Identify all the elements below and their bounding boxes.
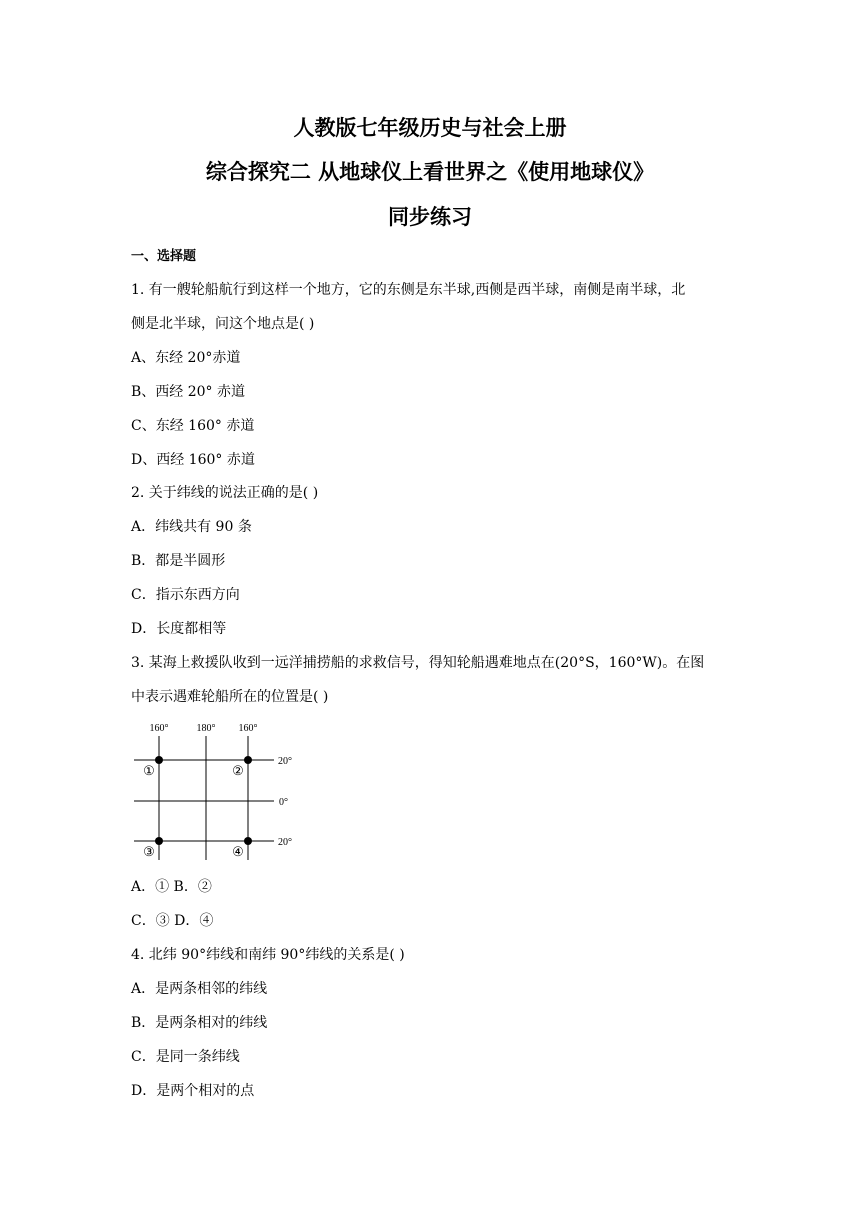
point-2-label: ② — [232, 763, 244, 778]
point-1-label: ① — [143, 763, 155, 778]
right-label-middle: 0° — [279, 797, 288, 808]
lat-long-grid-diagram — [126, 715, 306, 865]
q2-stem: 2. 关于纬线的说法正确的是( ) — [131, 485, 319, 501]
q4-stem: 4. 北纬 90°纬线和南纬 90°纬线的关系是( ) — [131, 947, 405, 963]
q1-option-c: C、东经 160° 赤道 — [131, 418, 255, 434]
q1-option-d: D、西经 160° 赤道 — [131, 452, 255, 468]
q1-option-a: A、东经 20°赤道 — [131, 350, 241, 366]
q3-options-line-2: C．③ D．④ — [131, 913, 214, 929]
q3-stem-line-1: 3. 某海上救援队收到一远洋捕捞船的求救信号，得知轮船遇难地点在(20°S，160°W)。在图 — [131, 655, 705, 671]
q2-option-a: A．纬线共有 90 条 — [131, 519, 252, 535]
q4-option-d: D．是两个相对的点 — [131, 1083, 255, 1099]
right-label-top: 20° — [278, 756, 292, 767]
q4-option-a: A．是两条相邻的纬线 — [131, 981, 268, 997]
q4-option-c: C．是同一条纬线 — [131, 1049, 240, 1065]
q3-options-line-1: A．① B．② — [131, 879, 212, 895]
q4-option-b: B．是两条相对的纬线 — [131, 1015, 268, 1031]
q1-stem-line-1: 1. 有一艘轮船航行到这样一个地方，它的东侧是东半球,西侧是西半球，南侧是南半球，北 — [131, 282, 686, 298]
point-4-label: ④ — [232, 844, 244, 859]
top-label-middle: 180° — [196, 723, 216, 734]
title-line-2: 综合探究二 从地球仪上看世界之《使用地球仪》 — [205, 160, 655, 184]
q1-stem-line-2: 侧是北半球，问这个地点是( ) — [131, 316, 315, 332]
right-label-bottom: 20° — [278, 837, 292, 848]
top-label-left: 160° — [149, 723, 169, 734]
q2-option-b: B．都是半圆形 — [131, 553, 226, 569]
title-line-3: 同步练习 — [388, 205, 472, 229]
q2-option-c: C．指示东西方向 — [131, 587, 240, 603]
q1-option-b: B、西经 20° 赤道 — [131, 384, 246, 400]
section-heading: 一、选择题 — [131, 249, 197, 264]
point-3-label: ③ — [143, 844, 155, 859]
top-label-right: 160° — [238, 723, 258, 734]
point-2-dot — [244, 756, 252, 764]
point-1-dot — [155, 756, 163, 764]
q2-option-d: D．长度都相等 — [131, 621, 227, 637]
point-3-dot — [155, 837, 163, 845]
point-4-dot — [244, 837, 252, 845]
title-line-1: 人教版七年级历史与社会上册 — [293, 116, 567, 140]
q3-stem-line-2: 中表示遇难轮船所在的位置是( ) — [131, 689, 329, 705]
